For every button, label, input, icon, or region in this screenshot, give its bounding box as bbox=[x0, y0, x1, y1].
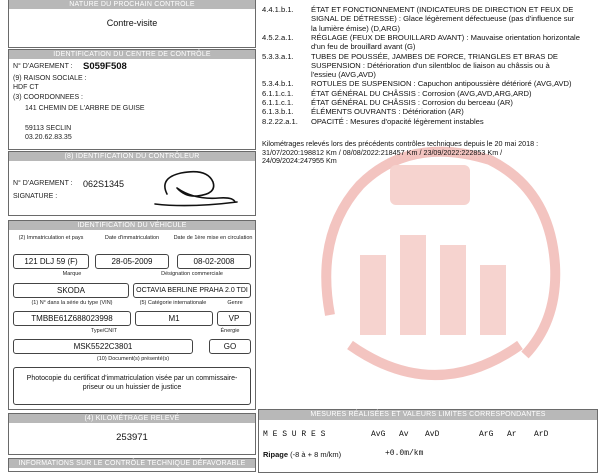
defect-text: ÉLÉMENTS OUVRANTS : Détérioration (AR) bbox=[311, 107, 464, 117]
document-box bbox=[13, 367, 251, 405]
km-history-line-1: Kilométrages relevés lors des précédents contrôles techniques depuis le 20 mai 2018 : bbox=[262, 139, 539, 148]
energie-caption: Énergie bbox=[220, 328, 240, 334]
ripage-name: Ripage bbox=[263, 450, 289, 459]
genre-caption: Genre bbox=[227, 300, 243, 306]
defect-text: l'essieu (AVG,AVD) bbox=[311, 70, 376, 80]
col-av: Av bbox=[399, 430, 409, 439]
info-header: INFORMATIONS SUR LE CONTRÔLE TECHNIQUE DÉFAVORABLE bbox=[9, 459, 255, 468]
defect-text: ROTULES DE SUSPENSION : Capuchon antipoussière détérioré (AVG,AVD) bbox=[311, 79, 572, 89]
defect-text: SUSPENSION : Détérioration d'un silentbloc de liaison au châssis ou à bbox=[311, 60, 550, 70]
mesures-header: MESURES RÉALISÉES ET VALEURS LIMITES CORRESPONDANTES bbox=[259, 410, 597, 420]
immat-value: 121 DLJ 59 (F) bbox=[13, 254, 89, 269]
controleur-agrement-label: N° D'AGREMENT : bbox=[13, 180, 73, 187]
address-line-1: 141 CHEMIN DE L'ARBRE DE GUISE bbox=[25, 105, 145, 112]
document-caption: (10) Document(s) présenté(s) bbox=[96, 356, 170, 362]
marque-caption: Marque bbox=[62, 271, 82, 277]
defect-text: OPACITÉ : Mesures d'opacité légèrement instables bbox=[311, 116, 484, 126]
col-avg: AvG bbox=[371, 430, 386, 439]
signature-label: SIGNATURE : bbox=[13, 193, 58, 200]
col-ar: Ar bbox=[507, 430, 517, 439]
km-panel bbox=[8, 413, 256, 455]
centre-agrement-value: S059F508 bbox=[83, 61, 127, 72]
defect-text: d'un feu de brouillard avant (G) bbox=[311, 42, 416, 52]
defect-code: 6.1.3.b.1. bbox=[262, 107, 294, 117]
mesures-panel bbox=[258, 409, 598, 473]
defect-text: la lumière émise) (D,ARG) bbox=[311, 23, 401, 33]
controleur-header: (8) IDENTIFICATION DU CONTRÔLEUR bbox=[9, 152, 255, 161]
controleur-panel bbox=[8, 151, 256, 216]
ripage-range: (-8 à + 8 m/km) bbox=[290, 450, 342, 459]
defect-code: 6.1.1.c.1. bbox=[262, 98, 294, 107]
controleur-agrement-value: 062S1345 bbox=[83, 179, 125, 189]
date-immat-value: 28-05-2009 bbox=[95, 254, 169, 269]
mesures-title: M E S U R E S bbox=[263, 430, 326, 439]
defect-code: 5.3.4.b.1. bbox=[262, 79, 294, 89]
categorie-value: M1 bbox=[135, 311, 213, 326]
genre-value: VP bbox=[217, 311, 251, 326]
address-line-3: 03.20.62.83.35 bbox=[25, 134, 72, 141]
vehicule-header: IDENTIFICATION DU VÉHICULE bbox=[9, 221, 255, 230]
ripage-value: +0.0m/km bbox=[385, 449, 424, 458]
categorie-caption: (5) Catégorie internationale bbox=[139, 300, 207, 306]
date-immat-caption: Date d'immatriculation bbox=[104, 235, 160, 241]
address-line-2: 59113 SECLIN bbox=[25, 125, 72, 132]
defect-text: TUBES DE POUSSÉE, JAMBES DE FORCE, TRIANGLES ET BRAS DE bbox=[311, 51, 558, 61]
defect-code: 4.4.1.b.1. bbox=[262, 5, 294, 14]
km-history-line-2: 31/07/2020:198812 Km / 08/08/2022:218457 Km / 23/09/2022:222853 Km / bbox=[262, 147, 503, 157]
defect-code: 8.2.22.a.1. bbox=[262, 116, 298, 126]
raison-sociale-value: HDF CT bbox=[13, 84, 39, 91]
defect-text: SIGNAL DE DÉTRESSE) : Glace légèrement défectueuse (pas d'influence sur bbox=[311, 14, 575, 24]
centre-agrement-label: N° D'AGREMENT : bbox=[13, 63, 73, 70]
marque-value: SKODA bbox=[13, 283, 129, 298]
document-value: Photocopie du certificat d'immatriculation visée par un commissaire-priseur ou un huissier de justice bbox=[26, 375, 238, 391]
km-history bbox=[262, 140, 594, 166]
km-header: (4) KILOMÉTRAGE RELEVÉ bbox=[9, 414, 255, 423]
next-control-header: NATURE DU PROCHAIN CONTRÔLE bbox=[9, 0, 255, 9]
designation-caption: Désignation commerciale bbox=[161, 271, 223, 277]
coordonnees-label: (3) COORDONNEES : bbox=[13, 94, 84, 101]
type-value: MSK5522C3801 bbox=[13, 339, 193, 354]
km-history-line-3: 24/09/2024:247955 Km bbox=[262, 156, 337, 166]
vin-caption: (1) N° dans la série du type (VIN) bbox=[31, 300, 113, 306]
vin-value: TMBBE61Z688023998 bbox=[13, 311, 131, 326]
next-control-panel bbox=[8, 0, 256, 48]
type-caption: Type/CNIT bbox=[90, 328, 118, 334]
raison-sociale-label: (9) RAISON SOCIALE : bbox=[13, 75, 87, 82]
energie-value: GO bbox=[209, 339, 251, 354]
immat-caption: (2) Immatriculation et pays bbox=[18, 235, 84, 241]
next-control-value: Contre-visite bbox=[106, 18, 158, 28]
defect-code: 5.3.3.a.1. bbox=[262, 51, 294, 61]
defect-code: 4.5.2.a.1. bbox=[262, 32, 294, 42]
date-circ-caption: Date de 1ère mise en circulation bbox=[173, 235, 253, 241]
signature-scribble-icon bbox=[149, 164, 239, 209]
col-ard: ArD bbox=[534, 430, 549, 439]
defect-code: 6.1.1.c.1. bbox=[262, 88, 294, 98]
vehicule-panel bbox=[8, 220, 256, 410]
defect-text: ÉTAT ET FONCTIONNEMENT (INDICATEURS DE DIRECTION ET FEUX DE bbox=[311, 5, 574, 14]
ripage-label bbox=[263, 450, 341, 459]
km-value: 253971 bbox=[116, 432, 148, 443]
designation-value: OCTAVIA BERLINE PRAHA 2.0 TDI bbox=[133, 283, 251, 298]
col-arg: ArG bbox=[479, 430, 494, 439]
defect-text: ÉTAT GÉNÉRAL DU CHÂSSIS : Corrosion du berceau (AR) bbox=[311, 98, 513, 107]
centre-header: IDENTIFICATION DU CENTRE DE CONTRÔLE bbox=[9, 50, 255, 59]
defect-text: ÉTAT GÉNÉRAL DU CHÂSSIS : Corrosion (AVG,AVD,ARG,ARD) bbox=[311, 88, 532, 98]
date-circ-value: 08-02-2008 bbox=[177, 254, 251, 269]
col-avd: AvD bbox=[425, 430, 440, 439]
centre-panel bbox=[8, 49, 256, 150]
defect-text: RÉGLAGE (FEUX DE BROUILLARD AVANT) : Mauvaise orientation horizontale bbox=[311, 32, 580, 42]
